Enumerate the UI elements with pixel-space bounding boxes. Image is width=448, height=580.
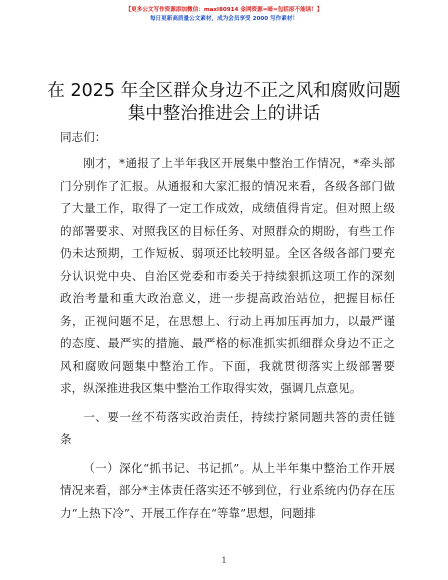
body-paragraph: 刚才，*通报了上半年我区开展集中整治工作情况，*牵头部门分别作了汇报。从通报和大家汇报的情况来看，各级各部门做了大量工作，取得了一定工作成效，成绩值得肯定。但对照上级的部署要求、对照我区的目标任务、对照群众的期盼，有些工作仍未达预期，工作短板、弱项还比较明显。全区各级各部门要充分认识党中央、自治区党委和市委关于持续狠抓这项工作的深刻政治考量和重大政治意义，进一步提高政治站位，把握目标任务，正视问题不足，在思想上、行动上再加压再加力，以最严谨的态度、最严实的措施、最严格的标准抓实抓细群众身边不正之风和腐败问题集中整治工作。下面，我就贯彻落实上级部署要求，纵深推进我区集中整治工作取得实效，强调几点意见。 bbox=[60, 156, 395, 395]
header-banner bbox=[0, 6, 448, 24]
subsection-paragraph: （一）深化“抓书记、书记抓”。从上半年集中整治工作开展情况来看，部分*主体责任落实还不够到位，行业系统内仍存在压力“上热下冷”、开展工作存在“等靠”思想，问题排 bbox=[60, 460, 395, 520]
banner-member-line: 每日更新高质量公文素材，成为会员享受 2000 写作素材！ bbox=[149, 16, 299, 22]
banner-promo-line: 【更多公文写作资源添加微信：maxl80914 金网资源=暗=包括原不能读！】 bbox=[125, 7, 323, 13]
page-number: 1 bbox=[221, 556, 227, 565]
salutation: 同志们： bbox=[60, 130, 107, 144]
document-body bbox=[60, 126, 395, 524]
section-heading: 一、要一丝不苟落实政治责任，持续拧紧同题共答的责任链条 bbox=[60, 409, 395, 446]
document-title: 在 2025 年全区群众身边不正之风和腐败问题集中整治推进会上的讲话 bbox=[47, 81, 401, 124]
